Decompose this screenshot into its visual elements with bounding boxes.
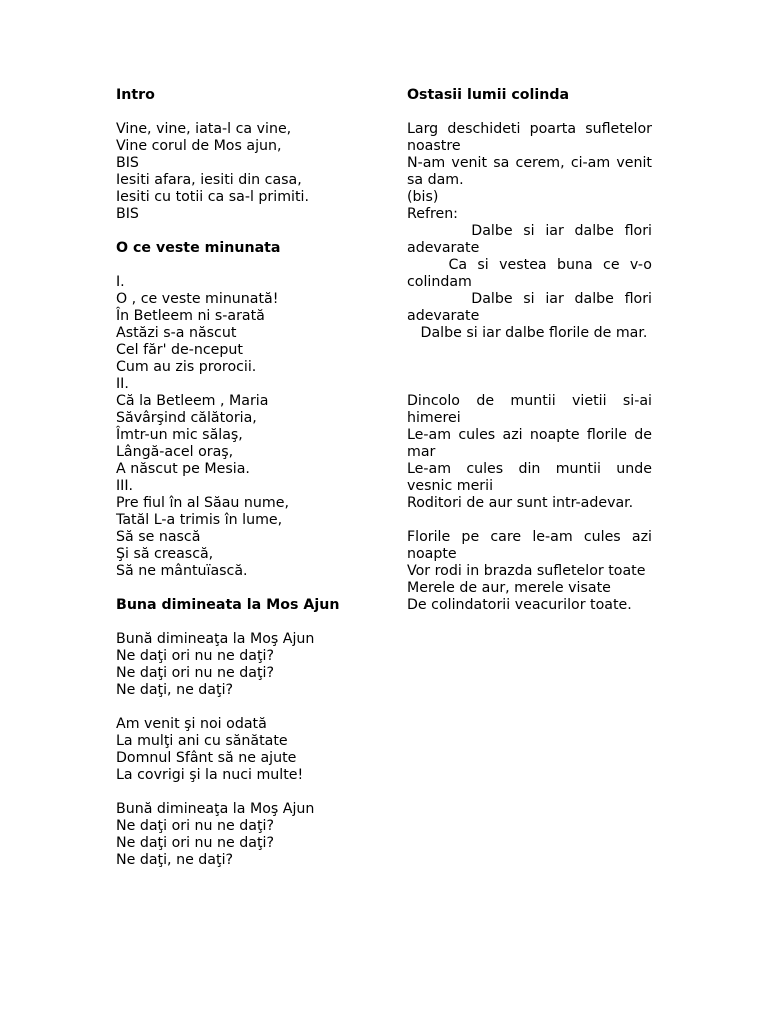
lyric-line: Lângă-acel oraş, <box>116 444 234 460</box>
lyric-line: La covrigi şi la nuci multe! <box>116 767 304 783</box>
refrain-line: Dalbe si iar dalbe flori adevarate <box>407 223 657 256</box>
right-column <box>407 87 657 614</box>
ostasii-stanza-3 <box>407 529 657 614</box>
refrain-line: Dalbe si iar dalbe florile de mar. <box>407 325 648 341</box>
lyric-line: O , ce veste minunată! <box>116 291 279 307</box>
lyric-line: Domnul Sfânt să ne ajute <box>116 750 297 766</box>
lyric-line: Bună dimineaţa la Moş Ajun <box>116 801 315 817</box>
lyric-line: Merele de aur, merele visate <box>407 580 611 596</box>
lyric-line: Şi să crească, <box>116 546 214 562</box>
lyric-line: I. <box>116 274 125 290</box>
refrain <box>407 223 657 342</box>
lyric-line: Cel făr' de-nceput <box>116 342 243 358</box>
left-column <box>116 87 386 869</box>
lyric-line: Tatăl L-a trimis în lume, <box>116 512 283 528</box>
lyric-line: Iesiti afara, iesiti din casa, <box>116 172 302 188</box>
bis-marker: (bis) <box>407 189 439 205</box>
lyric-line: Ne daţi ori nu ne daţi? <box>116 835 274 851</box>
lyric-line: Ne daţi ori nu ne daţi? <box>116 665 274 681</box>
refrain-line: Ca si vestea buna ce v-o colindam <box>407 257 657 290</box>
lyric-line: Le-am cules azi noapte florile de mar <box>407 427 657 460</box>
veste-lyrics <box>116 274 386 580</box>
buna-title: Buna dimineata la Mos Ajun <box>116 597 340 613</box>
lyric-line: Vine corul de Mos ajun, <box>116 138 282 154</box>
buna-stanza-3 <box>116 801 386 869</box>
lyric-line: De colindatorii veacurilor toate. <box>407 597 632 613</box>
buna-stanza-1 <box>116 631 386 699</box>
lyric-line: Bună dimineaţa la Moş Ajun <box>116 631 315 647</box>
lyric-line: Ne daţi, ne daţi? <box>116 852 234 868</box>
intro-lyrics <box>116 121 386 223</box>
lyric-line: BIS <box>116 155 139 171</box>
lyric-line: La mulţi ani cu sănătate <box>116 733 288 749</box>
lyric-line: BIS <box>116 206 139 222</box>
lyric-line: Că la Betleem , Maria <box>116 393 269 409</box>
refrain-label: Refren: <box>407 206 458 222</box>
lyric-line: Iesiti cu totii ca sa-l primiti. <box>116 189 309 205</box>
lyric-line: Vine, vine, iata-l ca vine, <box>116 121 292 137</box>
lyric-line: Să se nască <box>116 529 201 545</box>
lyric-line: Cum au zis prorocii. <box>116 359 257 375</box>
lyric-line: A născut pe Mesia. <box>116 461 250 477</box>
ostasii-stanza-2 <box>407 393 657 512</box>
lyric-line: Să ne mântuïască. <box>116 563 248 579</box>
refrain-line: Dalbe si iar dalbe flori adevarate <box>407 291 657 324</box>
lyric-line: Le-am cules din muntii unde vesnic merii <box>407 461 657 494</box>
lyric-line: Pre fiul în al Săau nume, <box>116 495 289 511</box>
lyric-line: Dincolo de muntii vietii si-ai himerei <box>407 393 657 426</box>
lyric-line: Florile pe care le-am cules azi noapte <box>407 529 657 562</box>
lyric-line: Ne daţi ori nu ne daţi? <box>116 648 274 664</box>
lyric-line: Săvârşind călătoria, <box>116 410 257 426</box>
buna-stanza-2 <box>116 716 386 784</box>
intro-title: Intro <box>116 87 155 103</box>
lyric-line: Ne daţi ori nu ne daţi? <box>116 818 274 834</box>
lyric-line: Îmtr-un mic sălaş, <box>116 427 243 443</box>
lyric-line: III. <box>116 478 134 494</box>
lyric-line: Vor rodi in brazda sufletelor toate <box>407 563 646 579</box>
lyric-line: II. <box>116 376 129 392</box>
ostasii-title: Ostasii lumii colinda <box>407 87 570 103</box>
lyric-line: Am venit şi noi odată <box>116 716 267 732</box>
lyric-line: În Betleem ni s-arată <box>116 308 265 324</box>
ostasii-stanza-1: Larg deschideti poarta sufletelor noastre N-am venit sa cerem, ci-am venit sa dam. <box>407 121 652 188</box>
lyric-line: Roditori de aur sunt intr-adevar. <box>407 495 634 511</box>
lyric-line: Astăzi s-a născut <box>116 325 237 341</box>
lyric-line: Ne daţi, ne daţi? <box>116 682 234 698</box>
veste-title: O ce veste minunata <box>116 240 281 256</box>
